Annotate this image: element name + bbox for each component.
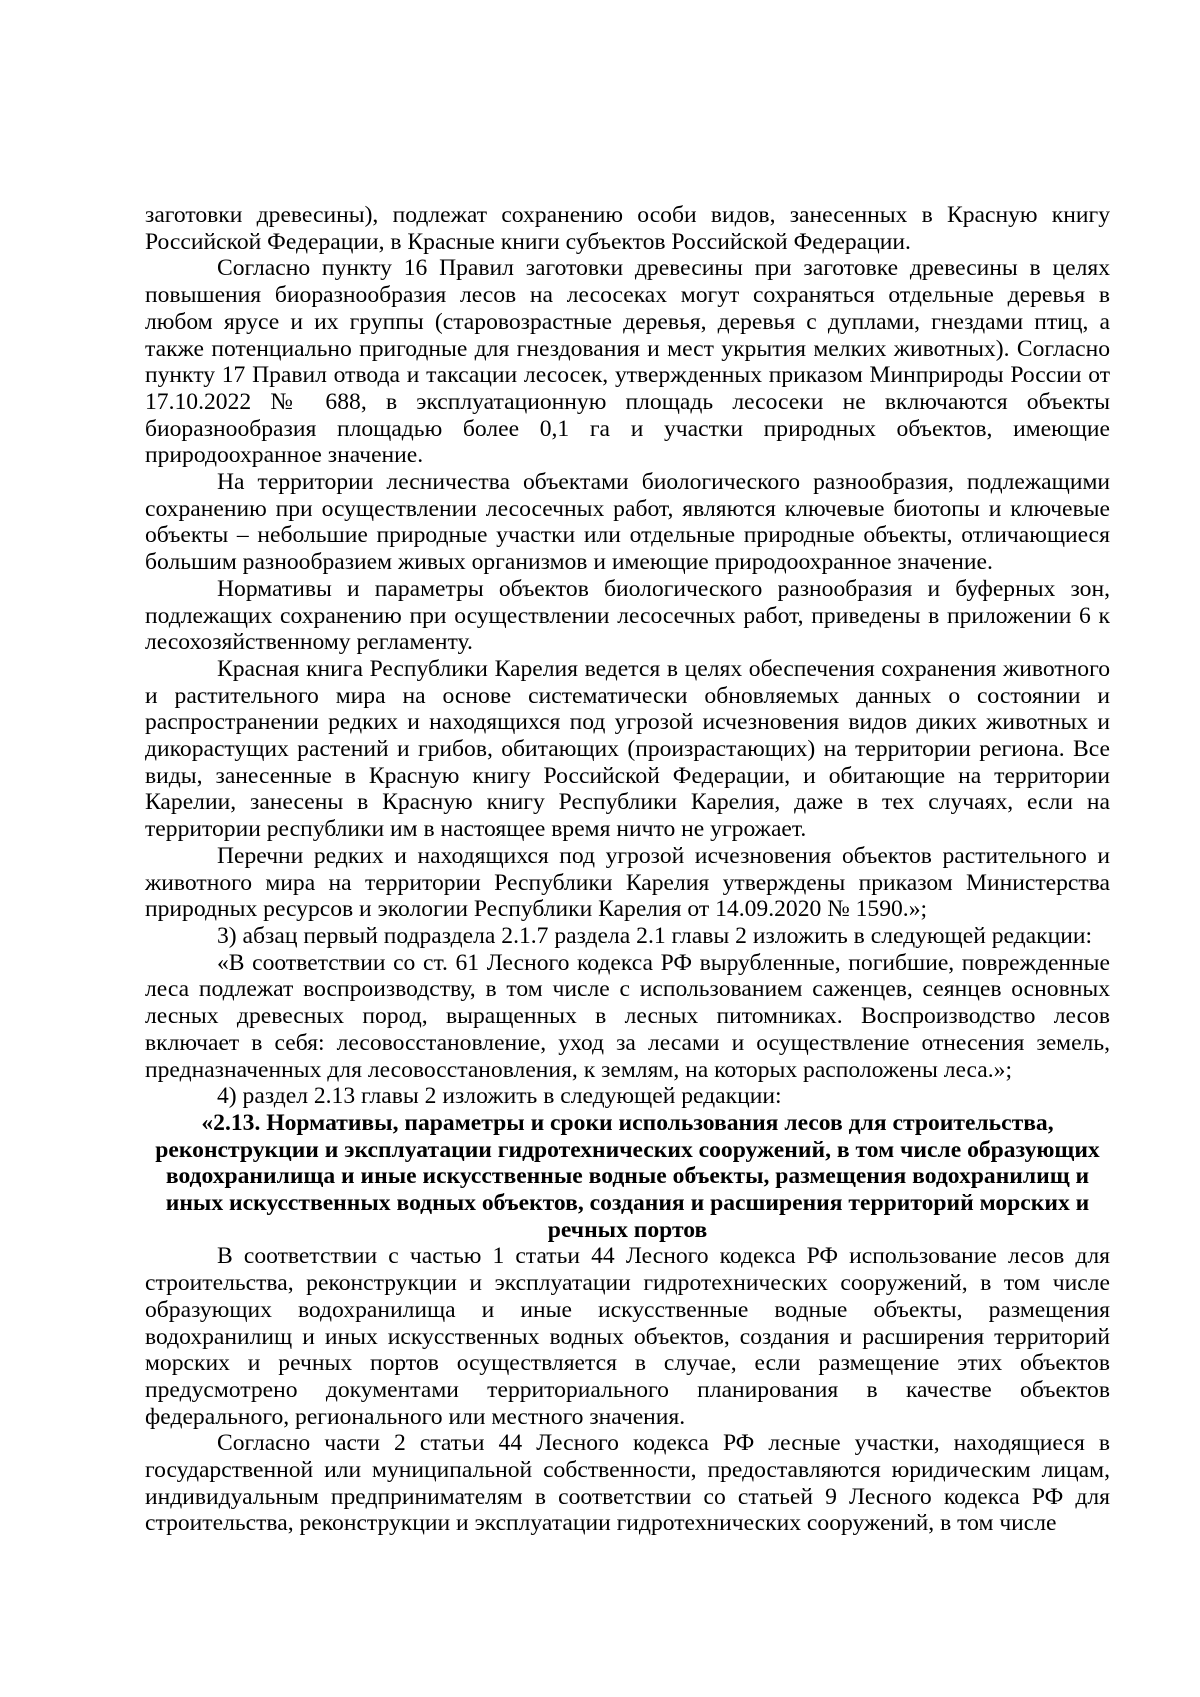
paragraph-4: Нормативы и параметры объектов биологического разнообразия и буферных зон, подлежащих сохранению при осуществлении лесосечных работ, приведены в приложении 6 к лесохозяйственному регламенту. [145, 575, 1110, 656]
paragraph-6: Перечни редких и находящихся под угрозой исчезновения объектов растительного и животного мира на территории Республики Карелия утверждены приказом Министерства природных ресурсов и экологии Республики Карелия от 14.09.2020 № 1590.»; [145, 842, 1110, 923]
paragraph-3: На территории лесничества объектами биологического разнообразия, подлежащими сохранению при осуществлении лесосечных работ, являются ключевые биотопы и ключевые объекты – небольшие природные участки или отдельные природные объекты, отличающиеся большим разнообразием живых организмов и имеющие природоохранное значение. [145, 469, 1110, 576]
paragraph-5: Красная книга Республики Карелия ведется в целях обеспечения сохранения животного и растительного мира на основе систематически обновляемых данных о состоянии и распространении редких и находящихся под угрозой исчезновения видов диких животных и дикорастущих растений и грибов, обитающих (произрастающих) на территории региона. Все виды, занесенные в Красную книгу Российской Федерации, и обитающие на территории Карелии, занесены в Красную книгу Республики Карелия, даже в тех случаях, если на территории республики им в настоящее время ничто не угрожает. [145, 655, 1110, 843]
document-page [145, 202, 1110, 1537]
paragraph-1: заготовки древесины), подлежат сохранению особи видов, занесенных в Красную книгу Российской Федерации, в Красные книги субъектов Российской Федерации. [145, 202, 1110, 255]
section-heading: «2.13. Нормативы, параметры и сроки использования лесов для строительства, реконструкции и эксплуатации гидротехнических сооружений, в том числе образующих водохранилища и иные искусственные водные объекты, размещения водохранилищ и иных искусственных водных объектов, создания и расширения территорий морских и речных портов [155, 1109, 1100, 1243]
paragraph-10: В соответствии с частью 1 статьи 44 Лесного кодекса РФ использование лесов для строительства, реконструкции и эксплуатации гидротехнических сооружений, в том числе образующих водохранилища и иные искусственные водные объекты, размещения водохранилищ и иных искусственных водных объектов, создания и расширения территорий морских и речных портов осуществляется в случае, если размещение этих объектов предусмотрено документами территориального планирования в качестве объектов федерального, регионального или местного значения. [145, 1243, 1110, 1430]
paragraph-7: 3) абзац первый подраздела 2.1.7 раздела 2.1 главы 2 изложить в следующей редакции: [217, 922, 1093, 949]
paragraph-11: Согласно части 2 статьи 44 Лесного кодекса РФ лесные участки, находящиеся в государственной или муниципальной собственности, предоставляются юридическим лицам, индивидуальным предпринимателям в соответствии со статьей 9 Лесного кодекса РФ для строительства, реконструкции и эксплуатации гидротехнических сооружений, в том числе [145, 1430, 1110, 1537]
paragraph-2: Согласно пункту 16 Правил заготовки древесины при заготовке древесины в целях повышения биоразнообразия лесов на лесосеках могут сохраняться отдельные деревья в любом ярусе и их группы (старовозрастные деревья, деревья с дуплами, гнездами птиц, а также потенциально пригодные для гнездования и мест укрытия мелких животных). Согласно пункту 17 Правил отвода и таксации лесосек, утвержденных приказом Минприроды России от 17.10.2022 № 688, в эксплуатационную площадь лесосеки не включаются объекты биоразнообразия площадью более 0,1 га и участки природных объектов, имеющие природоохранное значение. [145, 255, 1110, 469]
paragraph-8: «В соответствии со ст. 61 Лесного кодекса РФ вырубленные, погибшие, поврежденные леса подлежат воспроизводству, в том числе с использованием саженцев, сеянцев основных лесных древесных пород, выращенных в лесных питомниках. Воспроизводство лесов включает в себя: лесовосстановление, уход за лесами и осуществление отнесения земель, предназначенных для лесовосстановления, к землям, на которых расположены леса.»; [145, 949, 1110, 1083]
paragraph-9: 4) раздел 2.13 главы 2 изложить в следующей редакции: [217, 1083, 782, 1110]
